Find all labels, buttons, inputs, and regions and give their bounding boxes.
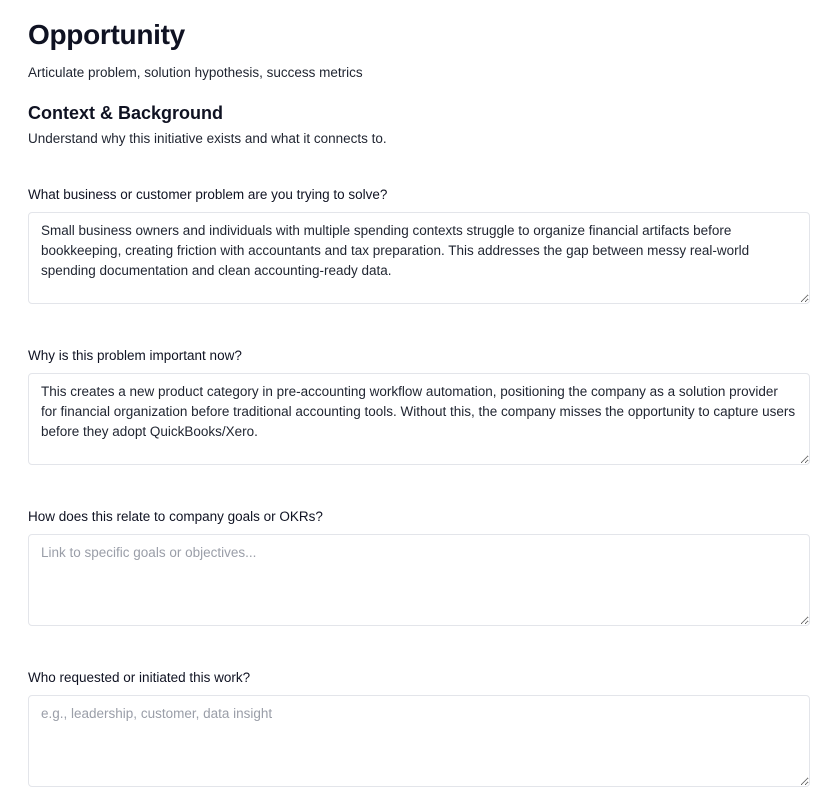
field-label: Who requested or initiated this work? [28, 670, 251, 685]
why-now-textarea[interactable] [28, 373, 810, 465]
page-title: Opportunity [28, 19, 185, 50]
business-problem-textarea[interactable] [28, 212, 810, 304]
section-title: Context & Background [28, 103, 224, 123]
field-requester [28, 669, 810, 787]
requester-textarea[interactable] [28, 695, 810, 787]
field-label: Why is this problem important now? [28, 348, 242, 363]
company-goals-textarea[interactable] [28, 534, 810, 626]
section-description: Understand why this initiative exists and what it connects to. [28, 131, 387, 146]
field-label: What business or customer problem are you trying to solve? [28, 187, 388, 202]
page-subtitle: Articulate problem, solution hypothesis, success metrics [28, 65, 363, 80]
field-why-now [28, 347, 810, 465]
field-company-goals [28, 508, 810, 626]
field-label: How does this relate to company goals or OKRs? [28, 509, 323, 524]
field-business-problem [28, 186, 810, 304]
